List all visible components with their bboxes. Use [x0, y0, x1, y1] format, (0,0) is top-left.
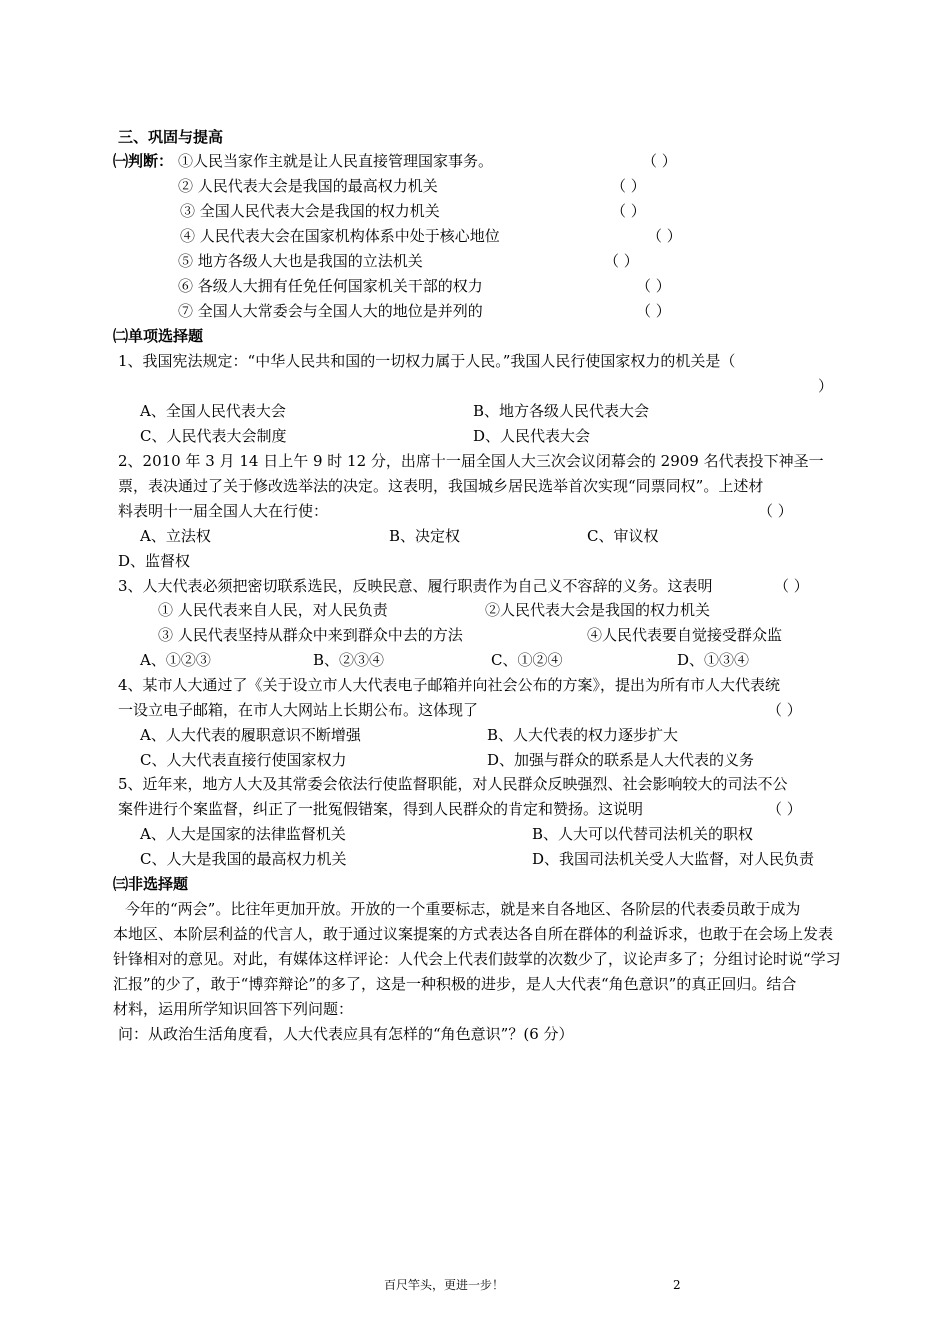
q3-statement-3: ③ 人民代表坚持从群众中来到群众中去的方法: [158, 626, 463, 644]
q3-option-b: B、②③④: [313, 651, 385, 669]
q2-line-3: 料表明十一届全国人大在行使：: [118, 502, 329, 520]
passage-line-1: 今年的“两会”。比往年更加开放。开放的一个重要标志，就是来自各地区、各阶层的代表委员敢于成为: [125, 900, 801, 918]
q3-statement-2: ②人民代表大会是我国的权力机关: [485, 601, 711, 619]
q5-line-2: 案件进行个案监督，纠正了一批冤假错案，得到人民群众的肯定和赞扬。这说明: [118, 800, 644, 818]
q3-option-d: D、①③④: [677, 651, 750, 669]
q5-blank: （ ）: [767, 800, 802, 818]
q2-option-c: C、审议权: [587, 527, 659, 545]
q1-option-c: C、人民代表大会制度: [140, 427, 287, 445]
single-heading: ㈡单项选择题: [113, 327, 204, 345]
q5-option-c: C、人大是我国的最高权力机关: [140, 850, 347, 868]
q1-close: ）: [818, 377, 834, 395]
judge-item-4: ④ 人民代表大会在国家机构体系中处于核心地位: [180, 227, 500, 245]
judge-blank-6: （ ）: [636, 277, 671, 295]
q3-stem: 3、人大代表必须把密切联系选民，反映民意、履行职责作为自己义不容辞的义务。这表明: [118, 577, 713, 595]
q3-option-a: A、①②③: [140, 651, 211, 669]
q2-option-a: A、立法权: [140, 527, 211, 545]
q4-option-b: B、人大代表的权力逐步扩大: [487, 726, 679, 744]
passage-line-5: 材料，运用所学知识回答下列问题：: [113, 1000, 354, 1018]
judge-blank-2: （ ）: [611, 177, 646, 195]
passage-line-3: 针锋相对的意见。对此，有媒体这样评论：人代会上代表们鼓掌的次数少了，议论声多了；分组讨论时说“学习: [113, 950, 841, 968]
page-number: 2: [673, 1278, 681, 1292]
q4-option-a: A、人大代表的履职意识不断增强: [140, 726, 361, 744]
judge-item-5: ⑤ 地方各级人大也是我国的立法机关: [178, 252, 423, 270]
q4-line-2: 一设立电子邮箱，在市人大网站上长期公布。这体现了: [118, 701, 479, 719]
q5-option-b: B、人大可以代替司法机关的职权: [532, 825, 754, 843]
judge-blank-4: （ ）: [647, 227, 682, 245]
judge-blank-5: （ ）: [604, 252, 639, 270]
judge-item-3: ③ 全国人民代表大会是我国的权力机关: [180, 202, 440, 220]
essay-question: 问：从政治生活角度看，人大代表应具有怎样的“角色意识”？(6 分）: [118, 1025, 574, 1043]
judge-item-2: ② 人民代表大会是我国的最高权力机关: [178, 177, 438, 195]
judge-item-1: ①人民当家作主就是让人民直接管理国家事务。: [178, 152, 494, 170]
q1-option-a: A、全国人民代表大会: [140, 402, 286, 420]
q4-option-c: C、人大代表直接行使国家权力: [140, 751, 347, 769]
q3-blank: （ ）: [774, 577, 809, 595]
nonchoice-heading: ㈢非选择题: [113, 875, 189, 893]
passage-line-4: 汇报”的少了，敢于“博弈辩论”的多了，这是一种积极的进步，是人大代表“角色意识”的真正回归。结合: [113, 975, 797, 993]
footer-motto: 百尺竿头，更进一步！: [384, 1278, 505, 1292]
q1-stem: 1、我国宪法规定：“中华人民共和国的一切权力属于人民。”我国人民行使国家权力的机关是（: [118, 352, 736, 370]
q2-blank: （ ）: [758, 502, 793, 520]
q3-statement-4: ④人民代表要自觉接受群众监: [587, 626, 783, 644]
q2-line-1: 2、2010 年 3 月 14 日上午 9 时 12 分，出席十一届全国人大三次会议闭幕会的 2909 名代表投下神圣一: [118, 452, 824, 470]
section-title: 三、巩固与提高: [118, 128, 224, 146]
q2-option-d: D、监督权: [118, 552, 191, 570]
q4-line-1: 4、某市人大通过了《关于设立市人大代表电子邮箱并向社会公布的方案》，提出为所有市人大代表统: [118, 676, 781, 694]
judge-blank-1: （ ）: [642, 152, 677, 170]
judge-item-6: ⑥ 各级人大拥有任免任何国家机关干部的权力: [178, 277, 483, 295]
q1-option-b: B、地方各级人民代表大会: [473, 402, 650, 420]
passage-line-2: 本地区、本阶层利益的代言人，敢于通过议案提案的方式表达各自所在群体的利益诉求，也敢于在会场上发表: [113, 925, 834, 943]
q5-option-a: A、人大是国家的法律监督机关: [140, 825, 346, 843]
q2-line-2: 票，表决通过了关于修改选举法的决定。这表明，我国城乡居民选举首次实现“同票同权”。上述材: [118, 477, 764, 495]
q4-option-d: D、加强与群众的联系是人大代表的义务: [487, 751, 755, 769]
q5-line-1: 5、近年来，地方人大及其常委会依法行使监督职能，对人民群众反映强烈、社会影响较大的司法不公: [118, 775, 788, 793]
q2-option-b: B、决定权: [389, 527, 461, 545]
q4-blank: （ ）: [767, 701, 802, 719]
q3-statement-1: ① 人民代表来自人民，对人民负责: [158, 601, 388, 619]
judge-blank-3: （ ）: [611, 202, 646, 220]
q3-option-c: C、①②④: [491, 651, 563, 669]
q1-option-d: D、人民代表大会: [473, 427, 591, 445]
judge-heading: ㈠判断：: [113, 152, 174, 170]
q5-option-d: D、我国司法机关受人大监督，对人民负责: [532, 850, 815, 868]
judge-blank-7: （ ）: [636, 302, 671, 320]
judge-item-7: ⑦ 全国人大常委会与全国人大的地位是并列的: [178, 302, 483, 320]
